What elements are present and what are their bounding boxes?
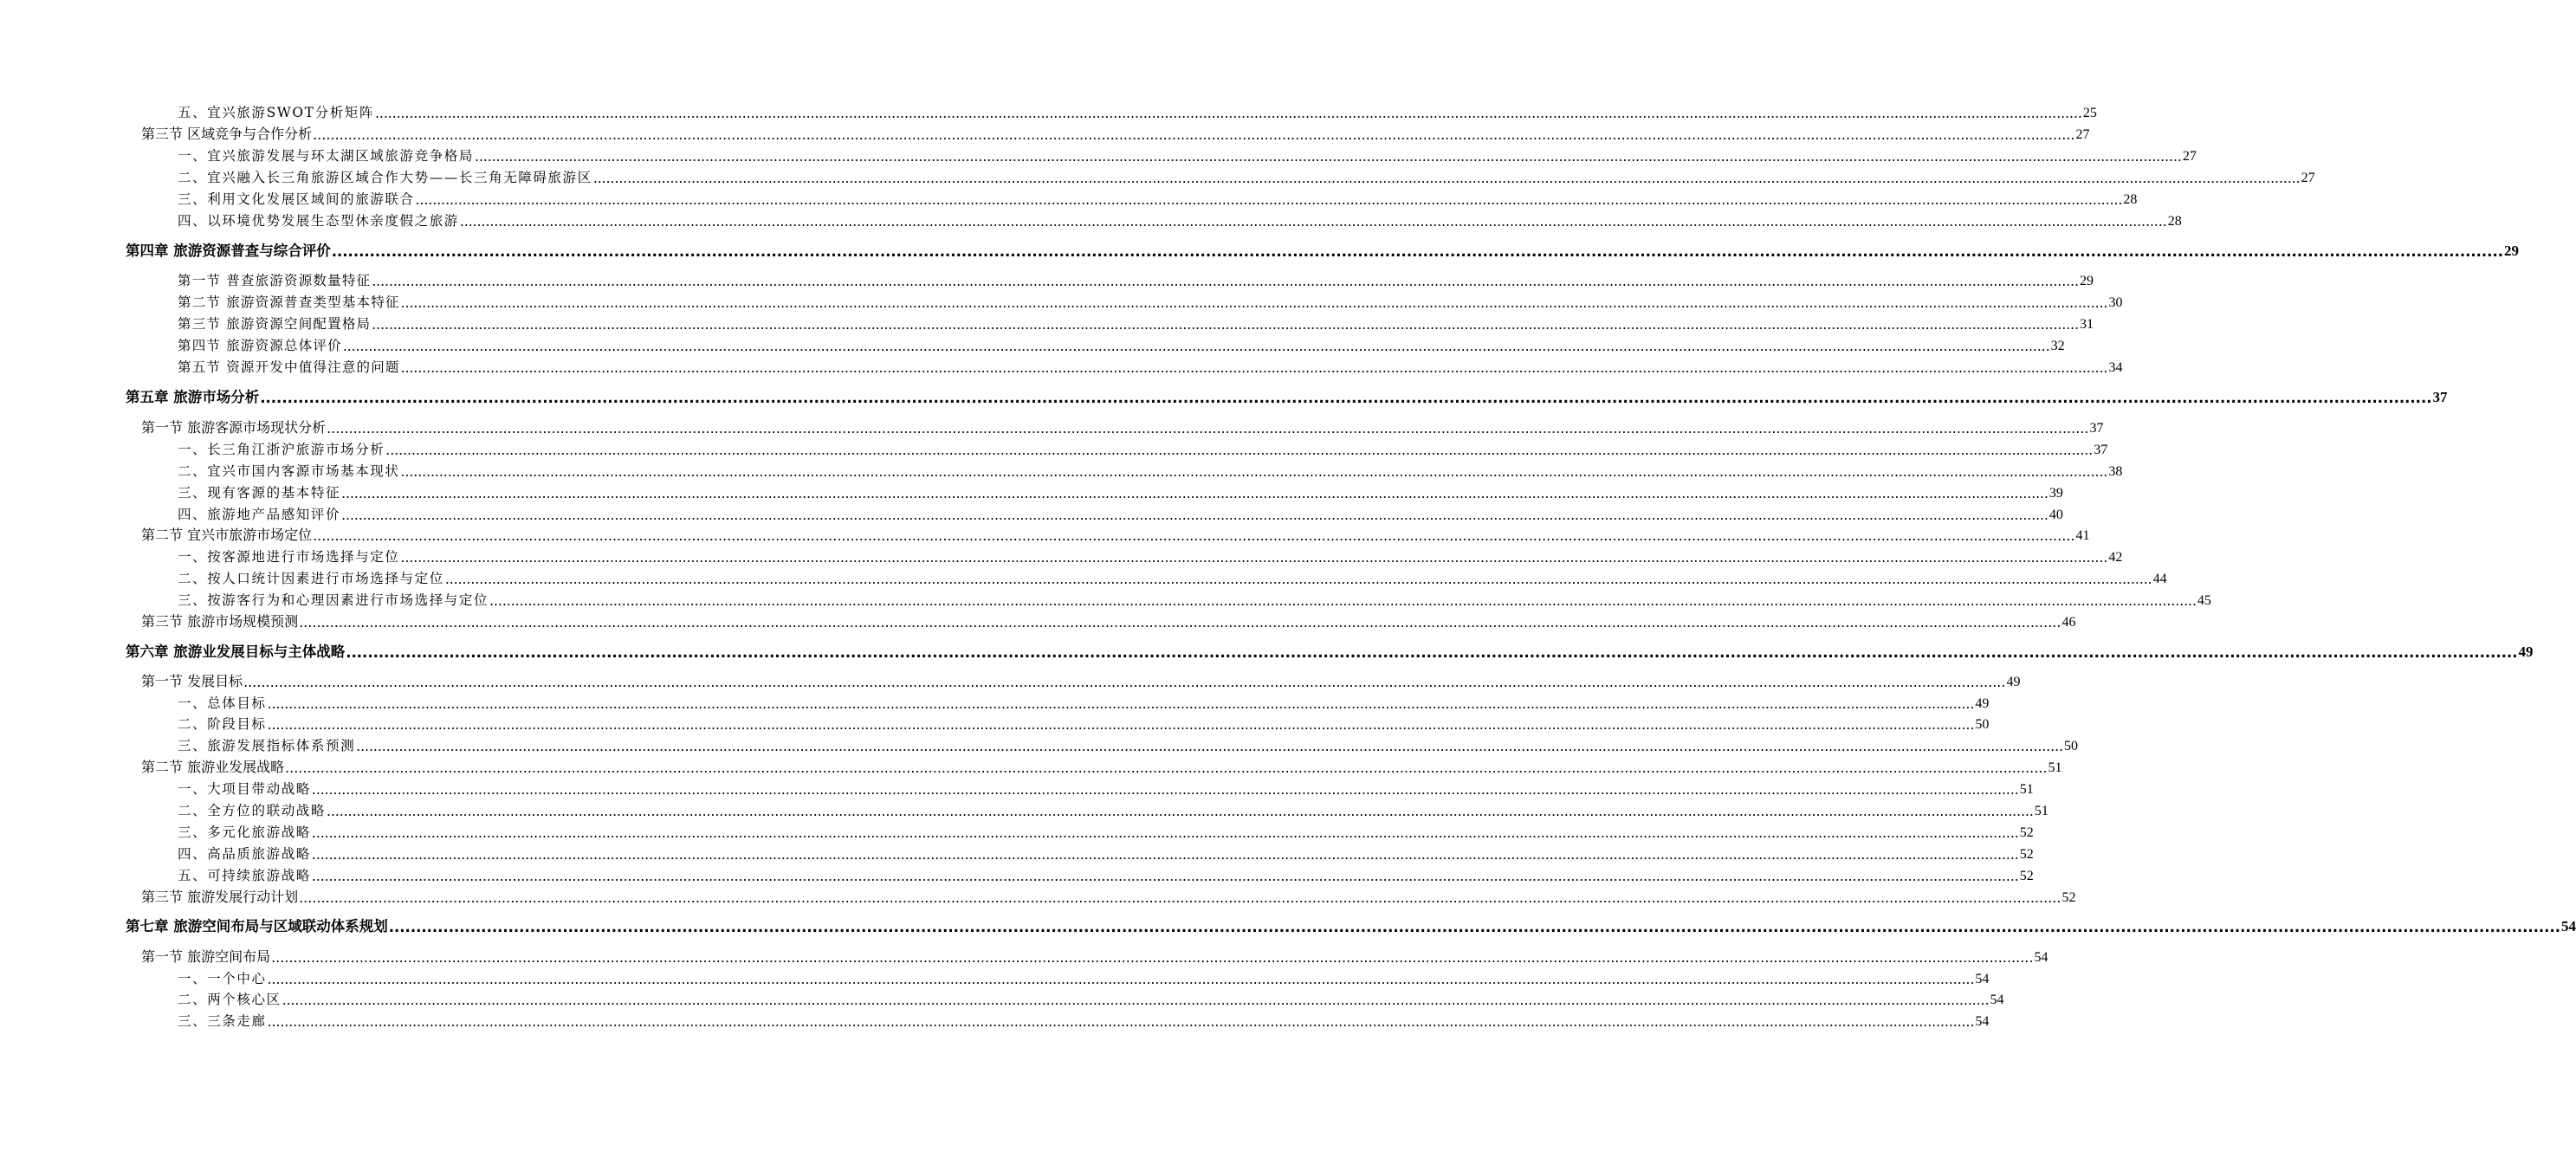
toc-entry-title: 一、宜兴旅游发展与环太湖区域旅游竞争格局: [178, 148, 475, 164]
dot-leader: ................................................................................................................................................................................................................................................................................................................................................................................................................: [489, 593, 2197, 609]
dot-leader: ................................................................................................................................................................................................................................................................................................................................................................................................................: [400, 295, 2108, 311]
toc-entry-page-number: 41: [2075, 528, 2090, 543]
toc-entry-title: 第三节 旅游资源空间配置格局: [178, 316, 372, 332]
toc-entry-title: 二、按人口统计因素进行市场选择与定位: [178, 571, 444, 586]
toc-entry-page-number: 49: [1975, 696, 1990, 711]
dot-leader: ................................................................................................................................................................................................................................................................................................................................................................................................................: [299, 614, 2061, 630]
dot-leader: ................................................................................................................................................................................................................................................................................................................................................................................................................: [267, 717, 1975, 733]
toc-entry-title: 一、大项目带动战略: [178, 781, 311, 797]
toc-entry[interactable]: [0, 566, 2167, 587]
dot-leader: ................................................................................................................................................................................................................................................................................................................................................................................................................: [311, 825, 2019, 841]
toc-entry-page-number: 54: [1975, 1014, 1990, 1029]
toc-entry-page-number: 40: [2049, 508, 2063, 522]
toc-entry[interactable]: [0, 268, 2094, 289]
toc-entry-title: 四、以环境优势发展生态型休亲度假之旅游: [178, 213, 459, 229]
toc-entry-title: 第二节 旅游资源普查类型基本特征: [178, 294, 400, 310]
toc-entry[interactable]: [0, 355, 2123, 376]
toc-entry-page-number: 54: [2034, 950, 2049, 965]
toc-entry-page-number: 31: [2080, 317, 2094, 332]
toc-entry[interactable]: [0, 416, 2104, 436]
toc-entry-title: 第四节 旅游资源总体评价: [178, 338, 342, 353]
toc-entry-page-number: 27: [2301, 171, 2315, 185]
toc-entry-page-number: 50: [2064, 739, 2079, 753]
toc-entry[interactable]: [0, 502, 2063, 523]
toc-entry-title: 一、总体目标: [178, 695, 267, 711]
toc-entry-page-number: 29: [2503, 242, 2519, 259]
toc-entry[interactable]: [0, 712, 1990, 733]
dot-leader: ................................................................................................................................................................................................................................................................................................................................................................................................................: [356, 739, 2064, 754]
dot-leader: ................................................................................................................................................................................................................................................................................................................................................................................................................: [311, 847, 2019, 863]
toc-entry-page-number: 51: [2048, 760, 2062, 775]
toc-entry[interactable]: [0, 239, 2519, 260]
dot-leader: ................................................................................................................................................................................................................................................................................................................................................................................................................: [388, 919, 2560, 935]
dot-leader: ................................................................................................................................................................................................................................................................................................................................................................................................................: [400, 550, 2108, 566]
toc-entry-title: 五、可持续旅游战略: [178, 868, 311, 883]
dot-leader: ................................................................................................................................................................................................................................................................................................................................................................................................................: [400, 464, 2108, 480]
toc-entry[interactable]: [0, 610, 2076, 630]
toc-entry-page-number: 46: [2061, 615, 2076, 630]
dot-leader: ................................................................................................................................................................................................................................................................................................................................................................................................................: [475, 149, 2182, 165]
toc-entry[interactable]: [0, 755, 2062, 776]
toc-entry-title: 第六章 旅游业发展目标与主体战略: [126, 643, 346, 660]
dot-leader: ................................................................................................................................................................................................................................................................................................................................................................................................................: [282, 993, 1990, 1008]
toc-entry[interactable]: [0, 481, 2063, 501]
toc-entry[interactable]: [0, 333, 2065, 354]
dot-leader: ................................................................................................................................................................................................................................................................................................................................................................................................................: [444, 572, 2152, 587]
toc-entry-title: 三、三条走廊: [178, 1013, 267, 1029]
toc-entry-page-number: 49: [2006, 675, 2021, 689]
toc-entry-title: 五、宜兴旅游SWOT分析矩阵: [178, 105, 374, 120]
toc-entry[interactable]: [0, 290, 2123, 311]
toc-entry-title: 第五章 旅游市场分析: [126, 389, 260, 405]
toc-entry[interactable]: [0, 885, 2076, 906]
toc-entry-page-number: 37: [2432, 389, 2448, 405]
toc-entry-title: 二、全方位的联动战略: [178, 803, 327, 818]
toc-entry-page-number: 49: [2518, 643, 2534, 660]
toc-entry-page-number: 28: [2123, 192, 2138, 207]
toc-entry-page-number: 42: [2108, 550, 2123, 565]
dot-leader: ................................................................................................................................................................................................................................................................................................................................................................................................................: [311, 869, 2019, 884]
toc-entry[interactable]: [0, 967, 1990, 987]
toc-entry-page-number: 52: [2019, 869, 2034, 883]
dot-leader: ................................................................................................................................................................................................................................................................................................................................................................................................................: [267, 696, 1975, 712]
toc-entry-page-number: 39: [2049, 486, 2063, 501]
toc-entry[interactable]: [0, 777, 2034, 798]
toc-entry-page-number: 27: [2182, 149, 2197, 164]
toc-entry-title: 一、按客源地进行市场选择与定位: [178, 549, 400, 565]
toc-entry-title: 第四章 旅游资源普查与综合评价: [126, 242, 331, 259]
dot-leader: ................................................................................................................................................................................................................................................................................................................................................................................................................: [346, 644, 2518, 661]
toc-entry[interactable]: [0, 312, 2094, 333]
toc-entry-title: 三、利用文化发展区域间的旅游联合: [178, 191, 415, 207]
toc-entry[interactable]: [0, 165, 2315, 186]
toc-entry[interactable]: [0, 545, 2123, 566]
toc-entry-title: 第五节 资源开发中值得注意的问题: [178, 359, 400, 375]
toc-entry[interactable]: [0, 437, 2108, 458]
dot-leader: ................................................................................................................................................................................................................................................................................................................................................................................................................: [267, 972, 1975, 987]
toc-entry-title: 三、旅游发展指标体系预测: [178, 738, 356, 753]
toc-entry-page-number: 44: [2152, 572, 2167, 586]
toc-entry-title: 第一节 发展目标: [141, 673, 243, 689]
toc-entry-title: 二、宜兴市国内客源市场基本现状: [178, 463, 400, 479]
toc-entry[interactable]: [0, 945, 2049, 966]
toc-entry-title: 二、阶段目标: [178, 716, 267, 732]
toc-entry-page-number: 54: [1990, 993, 2004, 1007]
dot-leader: ................................................................................................................................................................................................................................................................................................................................................................................................................: [299, 889, 2061, 906]
toc-entry[interactable]: [0, 863, 2034, 884]
dot-leader: ................................................................................................................................................................................................................................................................................................................................................................................................................: [260, 390, 2432, 406]
toc-entry-page-number: 45: [2197, 593, 2211, 608]
toc-entry[interactable]: [0, 459, 2123, 480]
toc-entry-title: 三、多元化旅游战略: [178, 824, 311, 840]
toc-entry[interactable]: [0, 640, 2534, 661]
toc-entry-title: 第二节 宜兴市旅游市场定位: [141, 527, 313, 543]
toc-entry-title: 第二节 旅游业发展战略: [141, 759, 285, 775]
dot-leader: ................................................................................................................................................................................................................................................................................................................................................................................................................: [243, 674, 2006, 690]
dot-leader: ................................................................................................................................................................................................................................................................................................................................................................................................................: [285, 760, 2048, 776]
toc-entry[interactable]: [0, 187, 2138, 208]
toc-entry-page-number: 52: [2019, 825, 2034, 840]
dot-leader: ................................................................................................................................................................................................................................................................................................................................................................................................................: [327, 420, 2089, 436]
toc-entry-page-number: 50: [1975, 717, 1990, 732]
toc-entry-title: 一、长三角江浙沪旅游市场分析: [178, 442, 385, 457]
toc-entry[interactable]: [0, 588, 2211, 609]
dot-leader: ................................................................................................................................................................................................................................................................................................................................................................................................................: [331, 243, 2503, 260]
toc-entry[interactable]: [0, 799, 2049, 819]
dot-leader: ................................................................................................................................................................................................................................................................................................................................................................................................................: [313, 126, 2075, 143]
toc-entry[interactable]: [0, 122, 2090, 143]
dot-leader: ................................................................................................................................................................................................................................................................................................................................................................................................................: [313, 527, 2075, 544]
toc-entry-page-number: 32: [2050, 339, 2065, 353]
toc-entry-page-number: 25: [2082, 106, 2097, 120]
toc-entry-title: 一、一个中心: [178, 971, 267, 986]
dot-leader: ................................................................................................................................................................................................................................................................................................................................................................................................................: [327, 804, 2034, 819]
toc-entry[interactable]: [0, 915, 2576, 935]
toc-entry-page-number: 37: [2089, 421, 2104, 436]
toc-entry-title: 三、按游客行为和心理因素进行市场选择与定位: [178, 592, 489, 608]
toc-entry-page-number: 34: [2108, 360, 2123, 375]
toc-entry-page-number: 52: [2019, 847, 2034, 862]
toc-entry-title: 四、高品质旅游战略: [178, 846, 311, 862]
dot-leader: ................................................................................................................................................................................................................................................................................................................................................................................................................: [592, 171, 2301, 186]
dot-leader: ................................................................................................................................................................................................................................................................................................................................................................................................................: [375, 106, 2082, 121]
toc-entry-title: 二、两个核心区: [178, 992, 282, 1007]
toc-entry-page-number: 37: [2094, 443, 2108, 457]
toc-entry[interactable]: [0, 669, 2021, 690]
toc-entry-title: 第三节 旅游发展行动计划: [141, 889, 299, 905]
dot-leader: ................................................................................................................................................................................................................................................................................................................................................................................................................: [311, 782, 2019, 798]
dot-leader: ................................................................................................................................................................................................................................................................................................................................................................................................................: [271, 949, 2034, 966]
toc-entry[interactable]: [0, 523, 2090, 544]
toc-entry[interactable]: [0, 987, 2004, 1008]
toc-entry-title: 第一节 旅游空间布局: [141, 948, 271, 965]
toc-entry-page-number: 27: [2075, 127, 2090, 142]
toc-entry-page-number: 54: [1975, 972, 1990, 986]
toc-entry-title: 第三节 区域竞争与合作分析: [141, 126, 313, 142]
toc-entry-page-number: 28: [2167, 214, 2182, 229]
dot-leader: ................................................................................................................................................................................................................................................................................................................................................................................................................: [400, 360, 2108, 376]
toc-entry[interactable]: [0, 209, 2182, 230]
toc-entry-page-number: 30: [2108, 295, 2123, 310]
toc-entry[interactable]: [0, 691, 1990, 712]
toc-entry-title: 第三节 旅游市场规模预测: [141, 613, 299, 630]
toc-entry-page-number: 51: [2019, 782, 2034, 797]
dot-leader: ................................................................................................................................................................................................................................................................................................................................................................................................................: [372, 274, 2080, 289]
dot-leader: ................................................................................................................................................................................................................................................................................................................................................................................................................: [342, 339, 2050, 354]
toc-entry[interactable]: [0, 100, 2097, 121]
toc-entry-title: 第七章 旅游空间布局与区域联动体系规划: [126, 918, 388, 934]
toc-entry[interactable]: [0, 820, 2034, 841]
toc-entry-page-number: 52: [2061, 890, 2076, 905]
dot-leader: ................................................................................................................................................................................................................................................................................................................................................................................................................: [385, 443, 2094, 458]
dot-leader: ................................................................................................................................................................................................................................................................................................................................................................................................................: [459, 214, 2167, 230]
dot-leader: ................................................................................................................................................................................................................................................................................................................................................................................................................: [372, 317, 2080, 333]
dot-leader: ................................................................................................................................................................................................................................................................................................................................................................................................................: [267, 1014, 1975, 1030]
toc-entry-title: 三、现有客源的基本特征: [178, 485, 341, 501]
toc-entry-page-number: 38: [2108, 464, 2123, 479]
toc-entry-page-number: 29: [2080, 274, 2094, 288]
toc-entry[interactable]: [0, 1009, 1990, 1030]
dot-leader: ................................................................................................................................................................................................................................................................................................................................................................................................................: [415, 192, 2123, 208]
toc-entry-title: 第一节 旅游客源市场现状分析: [141, 419, 327, 436]
dot-leader: ................................................................................................................................................................................................................................................................................................................................................................................................................: [341, 486, 2049, 501]
dot-leader: ................................................................................................................................................................................................................................................................................................................................................................................................................: [341, 508, 2049, 523]
toc-entry[interactable]: [0, 385, 2448, 406]
toc-entry-title: 四、旅游地产品感知评价: [178, 507, 341, 522]
toc-entry-page-number: 54: [2560, 918, 2576, 934]
toc-entry-page-number: 51: [2034, 804, 2049, 818]
toc-entry[interactable]: [0, 842, 2034, 863]
toc-entry[interactable]: [0, 144, 2197, 165]
toc-entry-title: 二、宜兴融入长三角旅游区域合作大势——长三角无障碍旅游区: [178, 170, 592, 185]
toc-entry[interactable]: [0, 734, 2079, 754]
toc-entry-title: 第一节 普查旅游资源数量特征: [178, 273, 372, 288]
